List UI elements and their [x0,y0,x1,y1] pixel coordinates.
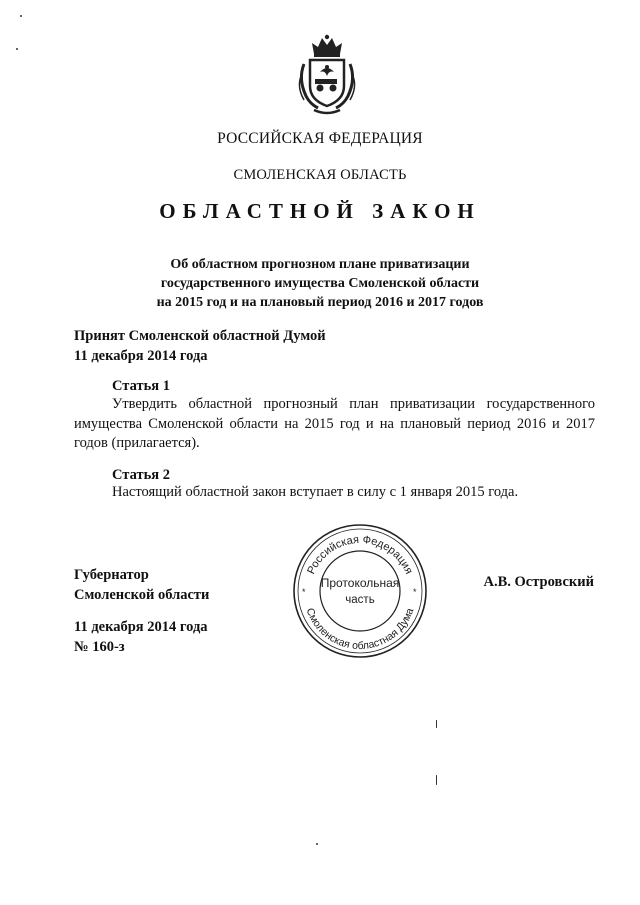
stamp-ring-bottom: Смоленская областная Дума [303,606,417,653]
article-2-heading: Статья 2 [112,467,170,483]
signatory-title [74,565,209,605]
adoption-date: 11 декабря 2014 года [74,348,208,364]
signatory-title-line: Губернатор [74,567,149,583]
region-heading: СМОЛЕНСКАЯ ОБЛАСТЬ [233,167,407,183]
scan-speck [316,843,318,845]
scan-speck [20,15,22,17]
law-subject-line: Об областном прогнозном плане приватизации [170,257,470,272]
article-1-text: Утвердить областной прогнозный план приватизации государственного имущества Смоленской области на 2015 год и на плановый период 2016 и 2017 годов (прилагается). [74,396,595,451]
law-subject [0,255,640,312]
country-heading: РОССИЙСКАЯ ФЕДЕРАЦИЯ [217,130,423,147]
signatory-name: А.В. Островский [483,574,594,590]
scan-speck [16,48,18,50]
law-title: ОБЛАСТНОЙ ЗАКОН [159,199,481,223]
stamp-center-line: часть [345,594,375,606]
article-1-heading: Статья 1 [112,378,170,394]
law-subject-line: государственного имущества Смоленской области [160,276,480,291]
law-subject-line: на 2015 год и на плановый период 2016 и 2017 годов [156,295,484,310]
official-stamp [290,521,430,661]
stamp-center-line: Протокольная [320,576,400,590]
signing-date: 11 декабря 2014 года [74,619,208,635]
scan-speck [436,775,437,785]
signatory-title-line: Смоленской области [74,587,210,603]
adoption-body: Принят Смоленской областной Думой [74,328,326,344]
stamp-ring-top: Российская Федерация [305,533,415,577]
smolensk-coat-of-arms-icon [296,34,358,116]
stamp-star-icon: * [413,587,417,597]
scan-speck [436,720,437,728]
law-number: № 160-з [74,639,125,655]
article-2-text: Настоящий областной закон вступает в силу с 1 января 2015 года. [112,484,519,500]
adoption-info [74,326,326,366]
signing-info [74,617,208,657]
stamp-star-icon: * [302,587,306,597]
